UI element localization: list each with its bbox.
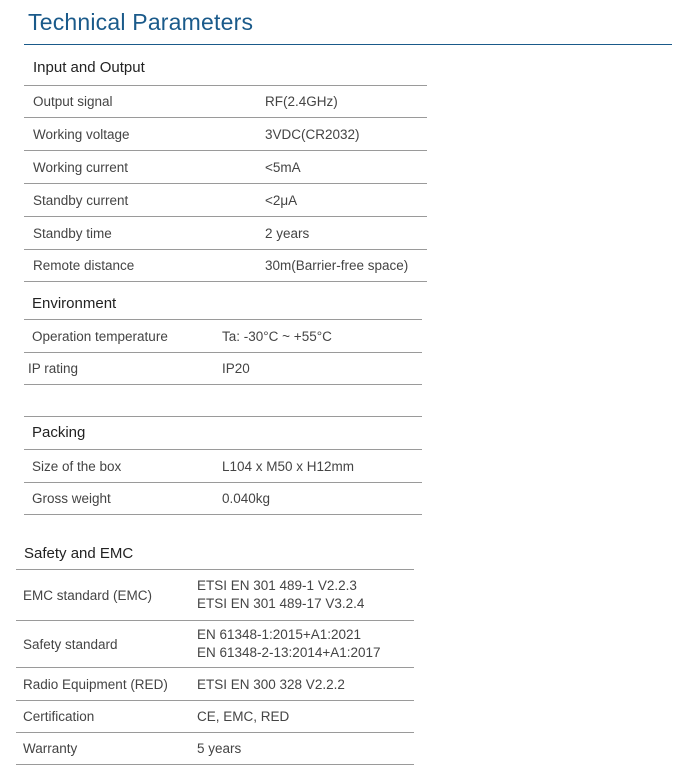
param-label: IP rating bbox=[28, 361, 79, 376]
param-value: 3VDC(CR2032) bbox=[265, 126, 360, 142]
param-value-line: ETSI EN 301 489-17 V3.2.4 bbox=[197, 596, 365, 611]
safety-emc-heading: Safety and EMC bbox=[16, 538, 414, 570]
safety-emc-section bbox=[16, 538, 414, 765]
param-label: Working current bbox=[33, 159, 129, 175]
page-title: Technical Parameters bbox=[28, 9, 254, 35]
param-label: Size of the box bbox=[32, 458, 122, 474]
param-value-line: EN 61348-1:2015+A1:2021 bbox=[197, 627, 362, 642]
param-value bbox=[197, 570, 364, 620]
table-row bbox=[24, 184, 427, 217]
environment-heading: Environment bbox=[24, 288, 422, 320]
param-label: Gross weight bbox=[32, 491, 111, 506]
param-value: IP20 bbox=[222, 361, 250, 376]
packing-heading: Packing bbox=[24, 417, 422, 450]
param-value bbox=[197, 668, 345, 700]
input-output-section bbox=[24, 51, 427, 282]
table-row bbox=[24, 86, 427, 118]
table-row bbox=[24, 353, 422, 385]
table-row bbox=[24, 250, 427, 282]
param-label: EMC standard (EMC) bbox=[23, 587, 153, 603]
packing-section bbox=[24, 417, 422, 515]
param-value: <2μA bbox=[265, 192, 298, 208]
param-value: <5mA bbox=[265, 159, 301, 175]
table-row bbox=[16, 701, 414, 733]
param-value bbox=[197, 733, 241, 764]
param-value-line: EN 61348-2-13:2014+A1:2017 bbox=[197, 645, 381, 660]
param-value: RF(2.4GHz) bbox=[265, 94, 338, 109]
table-row bbox=[16, 570, 414, 621]
param-label: Radio Equipment (RED) bbox=[23, 676, 168, 692]
param-label: Working voltage bbox=[33, 126, 130, 142]
table-row bbox=[16, 733, 414, 765]
param-value-line: 5 years bbox=[197, 741, 242, 756]
table-row bbox=[24, 483, 422, 515]
param-value: Ta: -30°C ~ +55°C bbox=[222, 328, 332, 344]
param-value: 2 years bbox=[265, 225, 310, 241]
param-label: Safety standard bbox=[23, 636, 118, 652]
title-divider bbox=[24, 44, 672, 45]
param-label: Output signal bbox=[33, 94, 113, 109]
param-label: Standby time bbox=[33, 225, 112, 241]
table-row bbox=[24, 118, 427, 151]
table-row bbox=[24, 151, 427, 184]
environment-section bbox=[24, 288, 422, 385]
param-label: Standby current bbox=[33, 192, 129, 208]
input-output-heading: Input and Output bbox=[24, 51, 427, 86]
table-row bbox=[16, 668, 414, 701]
param-value-line: CE, EMC, RED bbox=[197, 709, 290, 724]
param-value: 30m(Barrier-free space) bbox=[265, 258, 409, 273]
table-row bbox=[24, 320, 422, 353]
param-value-line: ETSI EN 300 328 V2.2.2 bbox=[197, 676, 345, 692]
param-label: Warranty bbox=[23, 741, 78, 756]
param-label: Operation temperature bbox=[32, 328, 168, 344]
param-value: L104 x M50 x H12mm bbox=[222, 458, 355, 474]
param-label: Remote distance bbox=[33, 258, 135, 273]
table-row bbox=[24, 217, 427, 250]
param-value bbox=[197, 621, 381, 667]
table-row bbox=[16, 621, 414, 668]
table-row bbox=[24, 450, 422, 483]
param-label: Certification bbox=[23, 709, 95, 724]
param-value bbox=[197, 701, 289, 732]
param-value-line: ETSI EN 301 489-1 V2.2.3 bbox=[197, 578, 357, 593]
param-value: 0.040kg bbox=[222, 491, 271, 506]
